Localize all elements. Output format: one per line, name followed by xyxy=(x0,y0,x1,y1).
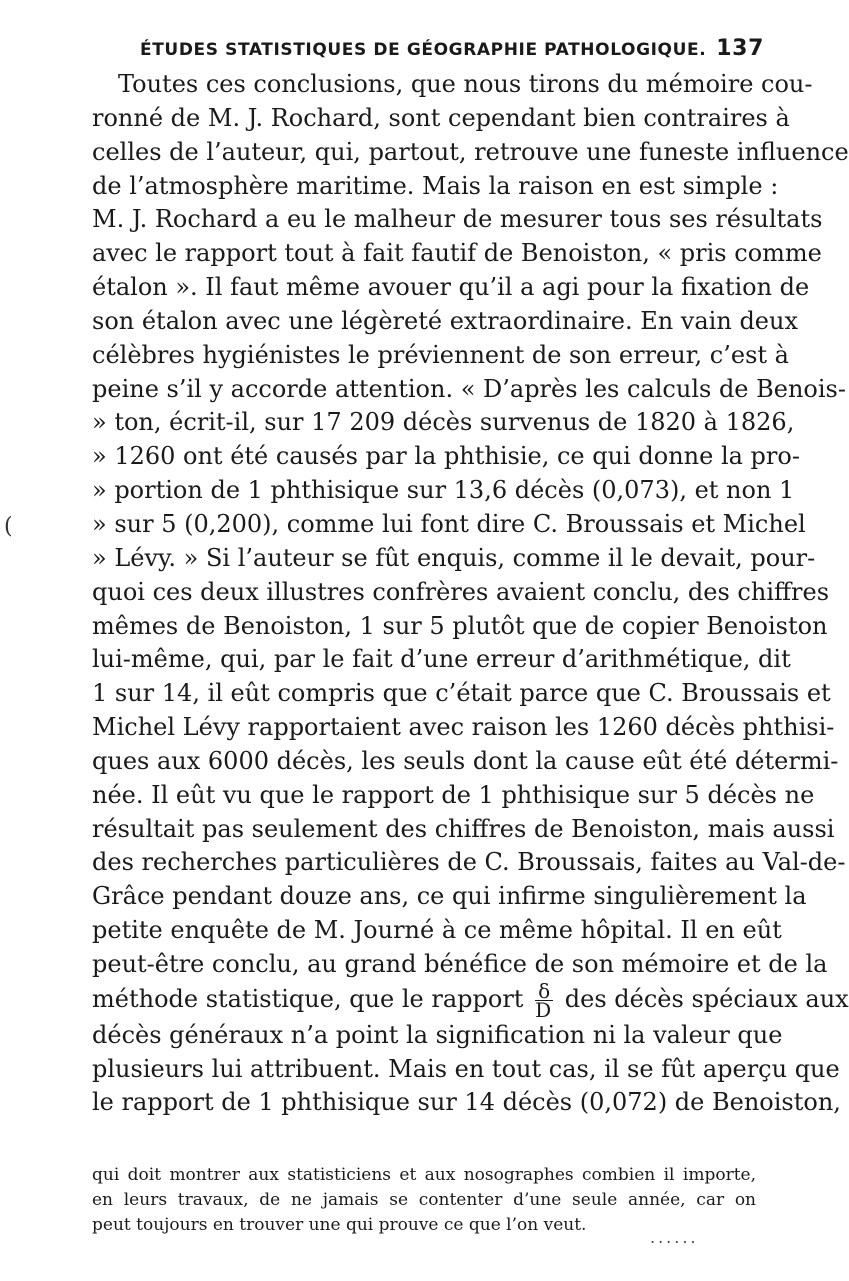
text-line: son étalon avec une légèreté extraordinaire. En vain deux xyxy=(92,306,798,335)
text-line: résultait pas seulement des chiffres de Benoiston, mais aussi xyxy=(92,814,835,843)
text-line: ques aux 6000 décès, les seuls dont la cause eût été détermi- xyxy=(92,746,839,775)
text-line: des recherches particulières de C. Broussais, faites au Val-de- xyxy=(92,848,846,877)
text-line: celles de l’auteur, qui, partout, retrouve une funeste influence xyxy=(92,137,849,166)
text-line: Toutes ces conclusions, que nous tirons du mémoire cou- xyxy=(118,70,813,98)
footnote xyxy=(92,1163,756,1238)
quote-line: » portion de 1 phthisique sur 13,6 décès (0,073), et non 1 xyxy=(92,476,795,505)
fraction-line-after: des décès spéciaux aux xyxy=(564,984,849,1013)
fraction-numerator: δ xyxy=(535,982,553,1001)
running-title: ÉTUDES STATISTIQUES DE GÉOGRAPHIE PATHOLOGIQUE. xyxy=(140,40,707,60)
text-line: quoi ces deux illustres confrères avaient conclu, des chiffres xyxy=(92,577,830,606)
main-paragraph xyxy=(92,68,849,1120)
fraction-line xyxy=(92,978,849,1022)
text-line: M. J. Rochard a eu le malheur de mesurer tous ses résultats xyxy=(92,205,823,234)
footnote-line: en leurs travaux, de ne jamais se contenter d’une seule année, car on xyxy=(92,1190,756,1210)
text-line: avec le rapport tout à fait fautif de Benoiston, « pris comme xyxy=(92,239,822,268)
text-line: Michel Lévy rapportaient avec raison les 1260 décès phthisi- xyxy=(92,713,835,742)
text-line: peine s’il y accorde attention. « D’après les calculs de Benois- xyxy=(92,374,846,403)
fraction-line-before: méthode statistique, que le rapport xyxy=(92,984,524,1013)
text-line: de l’atmosphère maritime. Mais la raison en est simple : xyxy=(92,171,779,200)
quote-line: » 1260 ont été causés par la phthisie, ce qui donne la pro- xyxy=(92,442,800,471)
text-line: plusieurs lui attribuent. Mais en tout cas, il se fût aperçu que xyxy=(92,1054,840,1083)
text-line: 1 sur 14, il eût compris que c’était parce que C. Broussais et xyxy=(92,679,831,708)
text-line: le rapport de 1 phthisique sur 14 décès (0,072) de Benoiston, xyxy=(92,1088,841,1117)
text-line: célèbres hygiénistes le préviennent de son erreur, c’est à xyxy=(92,340,789,369)
fraction-denominator: D xyxy=(535,997,552,1022)
quote-line: » Lévy. » Si l’auteur se fût enquis, comme il le devait, pour- xyxy=(92,543,816,572)
text-line: étalon ». Il faut même avouer qu’il a agi pour la fixation de xyxy=(92,273,810,302)
text-line: née. Il eût vu que le rapport de 1 phthisique sur 5 décès ne xyxy=(92,780,815,809)
quote-line: » ton, écrit-il, sur 17 209 décès survenus de 1820 à 1826, xyxy=(92,408,795,437)
text-line: Grâce pendant douze ans, ce qui infirme singulièrement la xyxy=(92,882,807,911)
trailing-ellipsis: ...... xyxy=(650,1228,699,1247)
footnote-line: qui doit montrer aux statisticiens et aux nosographes combien il importe, xyxy=(92,1165,756,1185)
text-line: décès généraux n’a point la signification ni la valeur que xyxy=(92,1020,783,1049)
fraction xyxy=(535,978,553,1022)
running-header xyxy=(140,36,764,66)
text-line: peut-être conclu, au grand bénéfice de son mémoire et de la xyxy=(92,949,828,978)
margin-mark: ( xyxy=(4,514,13,539)
text-line: lui-même, qui, par le fait d’une erreur d’arithmétique, dit xyxy=(92,645,791,674)
quote-line: » sur 5 (0,200), comme lui font dire C. Broussais et Michel xyxy=(92,509,806,538)
footnote-line: peut toujours en trouver une qui prouve ce que l’on veut. xyxy=(92,1215,587,1235)
text-line: mêmes de Benoiston, 1 sur 5 plutôt que de copier Benoiston xyxy=(92,611,828,640)
text-line: ronné de M. J. Rochard, sont cependant bien contraires à xyxy=(92,103,790,132)
text-line: petite enquête de M. Journé à ce même hôpital. Il en eût xyxy=(92,916,782,945)
page-number: 137 xyxy=(716,36,764,61)
